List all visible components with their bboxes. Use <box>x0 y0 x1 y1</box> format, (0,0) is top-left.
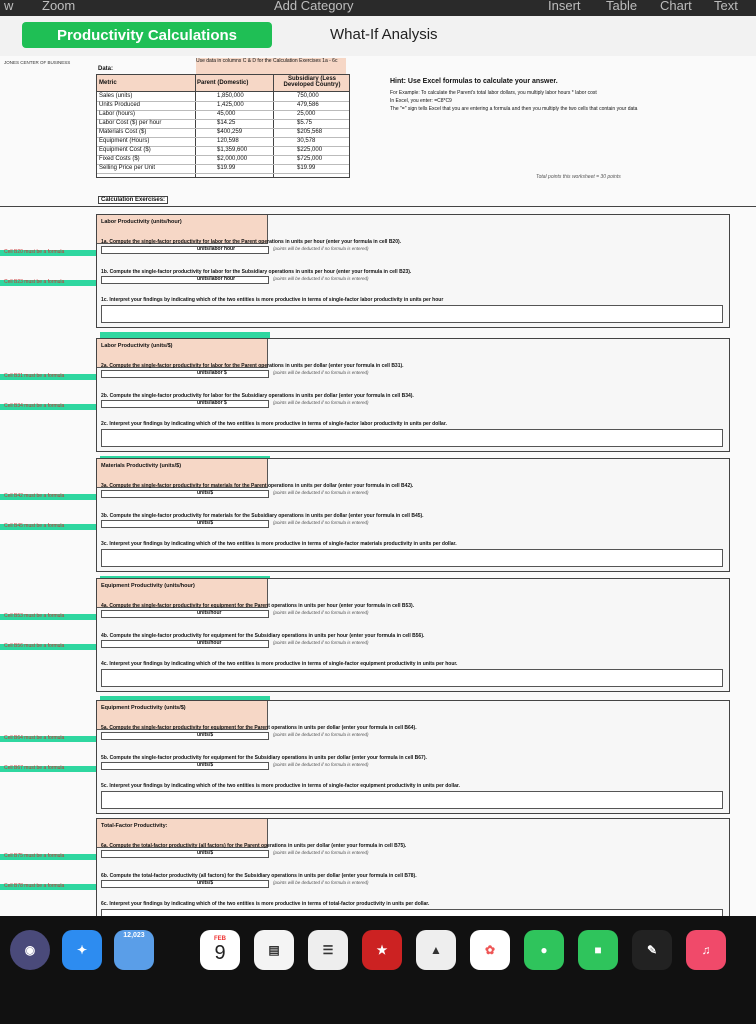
answer-b-cell[interactable] <box>101 880 269 888</box>
formula-warning-b: Cell B67 must be a formula <box>4 765 65 771</box>
data-row-label: Equipment Cost ($) <box>99 147 151 153</box>
deduct-note-b: (points will be deducted if no formula is entered) <box>273 276 369 281</box>
unit-b: units/labor $ <box>197 400 227 406</box>
section-title: Equipment Productivity (units/hour) <box>101 583 195 589</box>
interpret-answer-box[interactable] <box>101 669 723 687</box>
data-row-label: Labor Cost ($) per hour <box>99 120 162 126</box>
tab-what-if-analysis[interactable]: What-If Analysis <box>330 26 438 43</box>
question-a: 1a. Compute the single-factor productivity for labor for the Parent operations in units per hour (enter your formula in cell B20). <box>101 239 402 245</box>
mail-badge: 12,023 <box>123 932 145 939</box>
menu-bar <box>0 0 756 16</box>
total-points: Total points this worksheet = 30 points <box>536 174 621 180</box>
answer-a-cell[interactable] <box>101 610 269 618</box>
dock <box>0 916 756 1024</box>
interpret-answer-box[interactable] <box>101 909 723 916</box>
unit-b: units/$ <box>197 520 214 526</box>
data-row-subsidiary[interactable]: 479,586 <box>297 102 319 108</box>
text-menu[interactable]: Text <box>714 0 738 13</box>
answer-b-cell[interactable] <box>101 640 269 648</box>
formula-warning-b: Cell B45 must be a formula <box>4 523 65 529</box>
maps-icon[interactable]: ▲ <box>416 930 456 970</box>
data-row-label: Sales (units) <box>99 93 133 99</box>
calendar-icon[interactable] <box>200 930 240 970</box>
question-c: 2c. Interpret your findings by indicating which of the two entities is more productive in terms of single-factor labor productivity in units per dollar. <box>101 421 447 427</box>
question-c: 6c. Interpret your findings by indicating which of the two entities is more productive in terms of total-factor productivity in units per dollar. <box>101 901 430 907</box>
answer-a-cell[interactable] <box>101 370 269 378</box>
mail-icon[interactable] <box>114 930 154 970</box>
data-row-label: Units Produced <box>99 102 141 108</box>
tab-productivity-calculations[interactable]: Productivity Calculations <box>22 22 272 48</box>
answer-a-cell[interactable] <box>101 732 269 740</box>
section-title: Materials Productivity (units/$) <box>101 463 182 469</box>
unit-a: units/$ <box>197 850 214 856</box>
formula-warning-b: Cell B56 must be a formula <box>4 643 65 649</box>
org-label: JONES CENTER OF BUSINESS <box>4 60 71 65</box>
hint-excel: In Excel, you enter: =C8*C9 <box>390 98 452 104</box>
formula-warning-b: Cell B78 must be a formula <box>4 883 65 889</box>
data-row-subsidiary[interactable]: 750,000 <box>297 93 319 99</box>
unit-b: units/hour <box>197 640 222 646</box>
hint-title: Hint: Use Excel formulas to calculate your answer. <box>390 78 558 85</box>
question-b: 2b. Compute the single-factor productivity for labor for the Subsidiary operations in units per dollar (enter your formula in cell B34). <box>101 393 414 399</box>
insert-menu[interactable]: Insert <box>548 0 581 13</box>
calc-exercises-label: Calculation Exercises: <box>98 196 168 204</box>
data-row-parent[interactable]: 45,000 <box>217 111 236 117</box>
answer-b-cell[interactable] <box>101 276 269 284</box>
question-c: 3c. Interpret your findings by indicating which of the two entities is more productive in terms of single-factor materials productivity in units per dollar. <box>101 541 457 547</box>
menu-item-left[interactable]: w <box>4 0 14 13</box>
section-6 <box>96 818 730 916</box>
header-metric: Metric <box>99 80 117 86</box>
data-row-subsidiary[interactable]: $225,000 <box>297 147 323 153</box>
unit-a: units/labor $ <box>197 370 227 376</box>
answer-a-cell[interactable] <box>101 850 269 858</box>
facetime-icon[interactable]: ■ <box>578 930 618 970</box>
photos-icon[interactable]: ✿ <box>470 930 510 970</box>
safari-icon[interactable]: ✦ <box>62 930 102 970</box>
question-a: 3a. Compute the single-factor productivity for materials for the Parent operations in units per dollar (enter your formula in cell B42). <box>101 483 414 489</box>
spreadsheet-canvas[interactable] <box>0 56 756 916</box>
unit-a: units/labor hour <box>197 246 236 252</box>
section-3 <box>96 458 730 572</box>
formula-warning-b: Cell B23 must be a formula <box>4 279 65 285</box>
question-a: 5a. Compute the single-factor productivity for equipment for the Parent operations in units per dollar (enter your formula in cell B64). <box>101 725 417 731</box>
data-row-label: Labor (hours) <box>99 111 136 117</box>
question-a: 6a. Compute the total-factor productivity (all factors) for the Parent operations in units per dollar (enter your formula in cell B75). <box>101 843 407 849</box>
data-row-label: Selling Price per Unit <box>99 165 156 171</box>
deduct-note-b: (points will be deducted if no formula is entered) <box>273 880 369 885</box>
question-a: 2a. Compute the single-factor productivity for labor for the Parent operations in units per dollar (enter your formula in cell B31). <box>101 363 404 369</box>
add-category-menu[interactable]: Add Category <box>274 0 354 13</box>
formula-warning-a: Cell B31 must be a formula <box>4 373 65 379</box>
section-2 <box>96 338 730 452</box>
data-table <box>96 74 350 178</box>
calendar-month: FEB <box>214 935 226 942</box>
section-title: Labor Productivity (units/hour) <box>101 219 182 225</box>
data-row-parent[interactable]: $1,359,600 <box>217 147 248 153</box>
deduct-note-b: (points will be deducted if no formula is entered) <box>273 640 369 645</box>
question-b: 5b. Compute the single-factor productivity for equipment for the Subsidiary operations in units per dollar (enter your formula in cell B67). <box>101 755 427 761</box>
zoom-menu[interactable]: Zoom <box>42 0 76 13</box>
data-row-subsidiary[interactable]: $205,568 <box>297 129 323 135</box>
data-row-subsidiary[interactable]: $725,000 <box>297 156 323 162</box>
calendar-day: 9 <box>214 941 226 964</box>
deduct-note-b: (points will be deducted if no formula is entered) <box>273 762 369 767</box>
question-b: 1b. Compute the single-factor productivity for labor for the Subsidiary operations in units per hour (enter your formula in cell B23). <box>101 269 412 275</box>
unit-b: units/$ <box>197 880 214 886</box>
unit-b: units/labor hour <box>197 276 236 282</box>
deduct-note-b: (points will be deducted if no formula is entered) <box>273 400 369 405</box>
data-row-parent[interactable]: 1,850,000 <box>217 93 244 99</box>
data-row-subsidiary[interactable]: 30,578 <box>297 138 316 144</box>
section-title: Total-Factor Productivity: <box>101 823 168 829</box>
deduct-note-a: (points will be deducted if no formula is entered) <box>273 246 369 251</box>
column-note: Use data in columns C & D for the Calculation Exercises 1a - 6c <box>196 58 346 74</box>
hint-sign: The "=" sign tells Excel that you are entering a formula and then you multiply the two cells that contain your data <box>390 106 638 112</box>
formula-warning-a: Cell B64 must be a formula <box>4 735 65 741</box>
section-1 <box>96 214 730 328</box>
data-row-parent[interactable]: $400,259 <box>217 129 243 135</box>
data-row-parent[interactable]: 120,598 <box>217 138 239 144</box>
notes-icon[interactable]: ▤ <box>254 930 294 970</box>
question-b: 4b. Compute the single-factor productivity for equipment for the Subsidiary operations in units per hour (enter your formula in cell B56). <box>101 633 425 639</box>
unit-b: units/$ <box>197 762 214 768</box>
section-4 <box>96 578 730 692</box>
formula-warning-a: Cell B53 must be a formula <box>4 613 65 619</box>
data-row-subsidiary[interactable]: 25,000 <box>297 111 316 117</box>
deduct-note-a: (points will be deducted if no formula is entered) <box>273 370 369 375</box>
answer-a-cell[interactable] <box>101 246 269 254</box>
table-menu[interactable]: Table <box>606 0 638 13</box>
formula-warning-a: Cell B20 must be a formula <box>4 249 65 255</box>
header-subsidiary: Subsidiary (Less Developed Country) <box>283 76 341 88</box>
data-row-label: Materials Cost ($) <box>99 129 147 135</box>
section-title: Labor Productivity (units/$) <box>101 343 173 349</box>
data-row-parent[interactable]: $2,000,000 <box>217 156 248 162</box>
data-row-parent[interactable]: $14.25 <box>217 120 236 126</box>
data-row-subsidiary[interactable]: $19.99 <box>297 165 316 171</box>
section-5 <box>96 700 730 814</box>
question-c: 1c. Interpret your findings by indicating which of the two entities is more productive in terms of single-factor labor productivity in units per hour <box>101 297 444 303</box>
deduct-note-a: (points will be deducted if no formula is entered) <box>273 490 369 495</box>
deduct-note-a: (points will be deducted if no formula is entered) <box>273 850 369 855</box>
question-c: 5c. Interpret your findings by indicating which of the two entities is more productive in terms of single-factor equipment productivity in units per dollar. <box>101 783 460 789</box>
formula-warning-a: Cell B42 must be a formula <box>4 493 65 499</box>
data-row-subsidiary[interactable]: $5.75 <box>297 120 313 126</box>
data-label: Data: <box>98 66 114 72</box>
section-title: Equipment Productivity (units/$) <box>101 705 186 711</box>
reminders-icon[interactable]: ☰ <box>308 930 348 970</box>
unit-a: units/$ <box>197 732 214 738</box>
answer-b-cell[interactable] <box>101 400 269 408</box>
deduct-note-a: (points will be deducted if no formula is entered) <box>273 610 369 615</box>
header-parent: Parent (Domestic) <box>197 80 249 86</box>
messages-icon[interactable]: ● <box>524 930 564 970</box>
interpret-answer-box[interactable] <box>101 305 723 323</box>
goodnotes-icon[interactable]: ★ <box>362 930 402 970</box>
freeform-icon[interactable]: ✎ <box>632 930 672 970</box>
unit-a: units/hour <box>197 610 222 616</box>
interpret-answer-box[interactable] <box>101 429 723 447</box>
unit-a: units/$ <box>197 490 214 496</box>
interpret-answer-box[interactable] <box>101 549 723 567</box>
music-icon[interactable]: ♫ <box>686 930 726 970</box>
deduct-note-b: (points will be deducted if no formula is entered) <box>273 520 369 525</box>
interpret-answer-box[interactable] <box>101 791 723 809</box>
answer-a-cell[interactable] <box>101 490 269 498</box>
answer-b-cell[interactable] <box>101 762 269 770</box>
formula-warning-a: Cell B75 must be a formula <box>4 853 65 859</box>
formula-warning-b: Cell B34 must be a formula <box>4 403 65 409</box>
data-row-parent[interactable]: $19.99 <box>217 165 236 171</box>
deduct-note-a: (points will be deducted if no formula is entered) <box>273 732 369 737</box>
chart-menu[interactable]: Chart <box>660 0 692 13</box>
siri-icon[interactable]: ◉ <box>10 930 50 970</box>
data-row-label: Equipment (Hours) <box>99 138 150 144</box>
question-c: 4c. Interpret your findings by indicating which of the two entities is more productive in terms of single-factor equipment productivity in units per hour. <box>101 661 458 667</box>
question-a: 4a. Compute the single-factor productivity for equipment for the Parent operations in units per hour (enter your formula in cell B53). <box>101 603 415 609</box>
answer-b-cell[interactable] <box>101 520 269 528</box>
question-b: 6b. Compute the total-factor productivity (all factors) for the Subsidiary operations in units per dollar (enter your formula in cell B78). <box>101 873 417 879</box>
data-row-label: Fixed Costs ($) <box>99 156 140 162</box>
question-b: 3b. Compute the single-factor productivity for materials for the Subsidiary operations in units per dollar (enter your formula in cell B45). <box>101 513 424 519</box>
data-row-parent[interactable]: 1,425,000 <box>217 102 244 108</box>
hint-example: For Example: To calculate the Parent's total labor dollars, you multiply labor hours * labor cost <box>390 90 597 96</box>
